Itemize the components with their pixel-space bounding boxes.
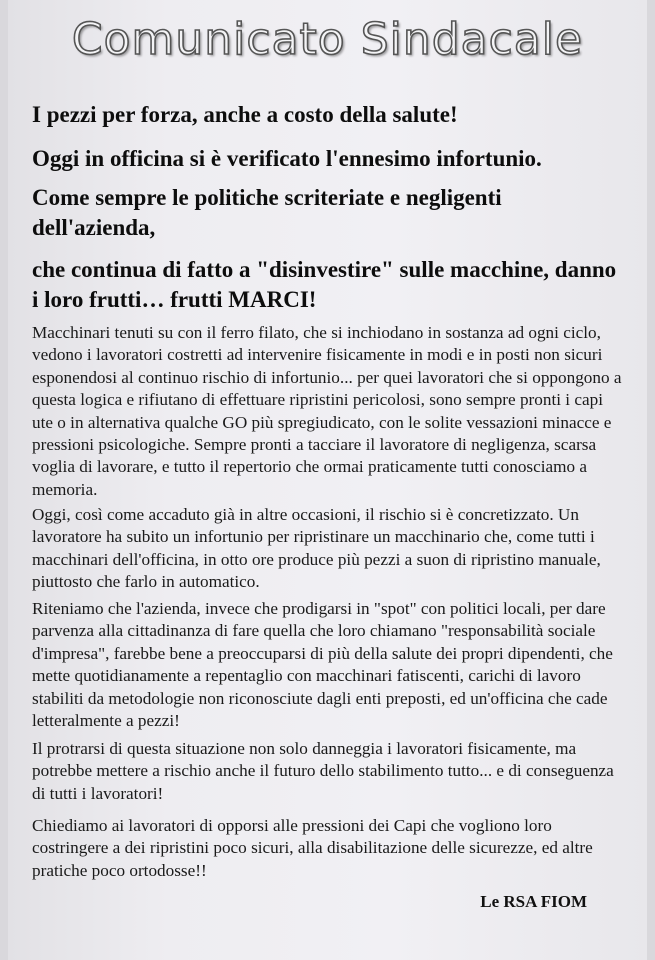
headline: Oggi in officina si è verificato l'ennesimo infortunio. [32, 146, 542, 171]
body-paragraph: Oggi, così come accaduto già in altre occasioni, il rischio si è concretizzato. Un lavoratore ha subito un infortunio per ripristinare un macchinario che, come tutti i macchinari dell'officina, in otto ore produce più pezzi a suon di ripristino manuale, piuttosto che farlo in automatico. [32, 505, 601, 592]
headline: che continua di fatto a "disinvestire" sulle macchine, danno i loro frutti… frutti MARCI! [32, 257, 617, 312]
body-paragraph: Macchinari tenuti su con il ferro filato, che si inchiodano in sostanza ad ogni ciclo, vedono i lavoratori costretti ad intervenire fisicamente in modi e in posti non sicuri esponendosi al continuo rischio di infortunio... per quei lavoratori che si oppongono a questa logica e rifiutano di effettuare ripristini pericolosi, sono sempre pronti i capi ute o in alternativa qualche GO più spregiudicato, con le solite vessazioni minacce e pressioni psicologiche. Sempre pronti a tacciare il lavoratore di negligenza, scarsa voglia di lavorare, e tutto il repertorio che ormai praticamente tutti conosciamo a memoria. [32, 323, 622, 499]
signature: Le RSA FIOM [480, 892, 587, 911]
headline: Come sempre le politiche scriteriate e negligenti dell'azienda, [32, 185, 502, 240]
body-paragraph: Riteniamo che l'azienda, invece che prodigarsi in "spot" con politici locali, per dare parvenza alla cittadinanza di fare quella che loro chiamano "responsabilità sociale d'impresa", farebbe bene a preoccuparsi di più della salute dei propri dipendenti, che mette quotidianamente a repentaglio con macchinari fatiscenti, carichi di lavoro stabiliti da metodologie non riconosciute dagli enti preposti, ed un'officina che cade letteralmente a pezzi! [32, 599, 613, 731]
body-paragraph: Chiediamo ai lavoratori di opporsi alle pressioni dei Capi che vogliono loro costringere a dei ripristini poco sicuri, alla disabilitazione delle sicurezze, ed altre pratiche poco ortodosse!! [32, 816, 593, 880]
body-paragraph: Il protrarsi di questa situazione non solo danneggia i lavoratori fisicamente, ma potrebbe mettere a rischio anche il futuro dello stabilimento tutto... e di conseguenza di tutti i lavoratori! [32, 739, 614, 803]
headline: I pezzi per forza, anche a costo della salute! [32, 102, 458, 127]
document-title: Comunicato Sindacale [71, 14, 584, 65]
